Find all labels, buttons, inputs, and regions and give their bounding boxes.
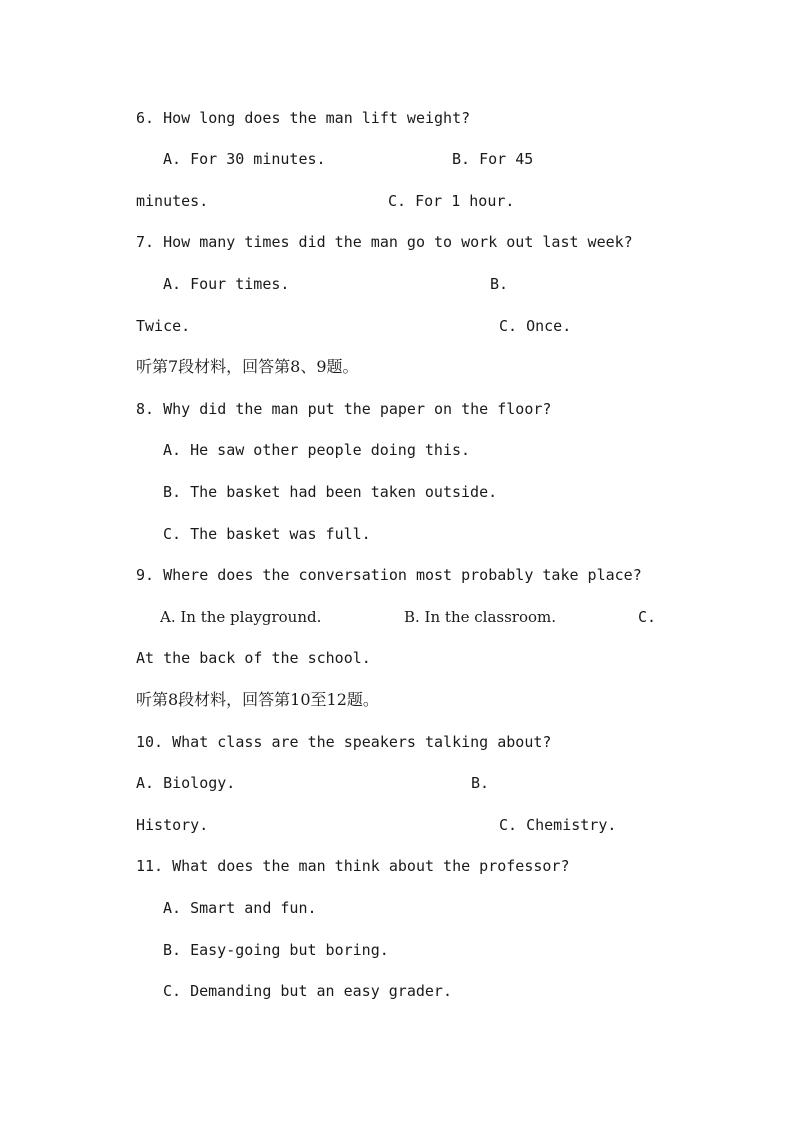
question-11: 11. What does the man think about the professor? <box>136 857 570 875</box>
q11-option-a: A. Smart and fun. <box>163 899 317 917</box>
q8-option-b: B. The basket had been taken outside. <box>163 483 498 501</box>
q9-option-a: A. In the playground. <box>160 608 322 626</box>
q10-option-b-text: History. <box>136 816 209 834</box>
q7-option-b-text: Twice. <box>136 317 191 335</box>
q10-option-a: A. Biology. <box>136 774 236 792</box>
q6-option-b: B. For 45 <box>452 150 534 168</box>
q9-option-c-text: At the back of the school. <box>136 649 371 667</box>
q7-option-c: C. Once. <box>499 317 572 335</box>
question-7: 7. How many times did the man go to work out last week? <box>136 233 633 251</box>
q7-option-a: A. Four times. <box>163 275 290 293</box>
q11-option-c: C. Demanding but an easy grader. <box>163 982 452 1000</box>
section-7-heading: 听第7段材料，回答第8、9题。 <box>136 357 359 376</box>
q6-option-c: C. For 1 hour. <box>388 192 515 210</box>
question-9: 9. Where does the conversation most probably take place? <box>136 566 642 584</box>
q8-option-c: C. The basket was full. <box>163 525 371 543</box>
q9-option-c-label: C. <box>638 608 657 626</box>
q8-option-a: A. He saw other people doing this. <box>163 441 471 459</box>
q6-option-a: A. For 30 minutes. <box>163 150 326 168</box>
q10-option-c: C. Chemistry. <box>499 816 617 834</box>
question-10: 10. What class are the speakers talking about? <box>136 733 552 751</box>
section-8-heading: 听第8段材料，回答第10至12题。 <box>136 690 379 709</box>
question-8: 8. Why did the man put the paper on the floor? <box>136 400 552 418</box>
question-6: 6. How long does the man lift weight? <box>136 109 471 127</box>
q6-option-b-cont: minutes. <box>136 192 209 210</box>
q11-option-b: B. Easy-going but boring. <box>163 941 389 959</box>
q7-option-b-label: B. <box>490 275 509 293</box>
q10-option-b-label: B. <box>471 774 490 792</box>
q9-option-b: B. In the classroom. <box>404 608 557 626</box>
